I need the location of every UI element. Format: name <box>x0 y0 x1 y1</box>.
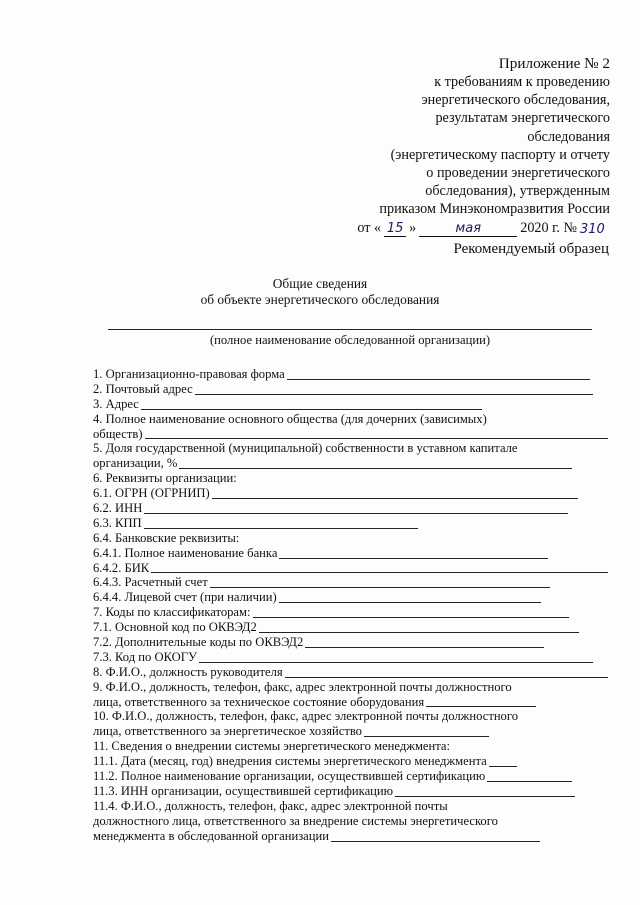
appendix-header <box>330 55 610 237</box>
form-row-label: 6.4.2. БИК <box>93 560 150 575</box>
appendix-title: Приложение № 2 <box>498 55 610 72</box>
form-row <box>93 620 613 635</box>
fill-in-line <box>285 667 608 678</box>
form-row-label: 6.4.1. Полное наименование банка <box>93 545 278 560</box>
form-row <box>93 486 613 501</box>
form-row-label: 6.4.4. Лицевой счет (при наличии) <box>93 590 277 605</box>
form-row <box>93 635 613 650</box>
fill-in-line <box>287 369 590 380</box>
form-row-label: 11. Сведения о внедрении системы энергетического менеджмента: <box>93 739 450 754</box>
form-row-label: 7.2. Дополнительные коды по ОКВЭД2 <box>93 635 304 650</box>
fill-in-line <box>279 592 541 603</box>
fill-in-line <box>212 488 578 499</box>
recommended-sample-label: Рекомендуемый образец <box>453 241 609 257</box>
form-row-label: 10. Ф.И.О., должность, телефон, факс, адрес электронной почты должностного <box>93 709 519 724</box>
form-row-label: обществ) <box>93 426 143 441</box>
form-row <box>93 575 613 590</box>
form-row <box>93 382 613 397</box>
form-row-label: 6.2. ИНН <box>93 501 143 515</box>
form-row <box>93 724 613 739</box>
order-month: мая <box>419 221 517 237</box>
form-row <box>93 590 613 605</box>
form-row <box>93 501 613 516</box>
form-row-label: 11.1. Дата (месяц, год) внедрения системы энергетического менеджмента <box>93 754 487 769</box>
form-row <box>93 561 613 576</box>
order-year: 2020 г. № <box>520 219 577 236</box>
form-row-label: 5. Доля государственной (муниципальной) собственности в уставном капитале <box>93 441 518 456</box>
fill-in-line <box>426 696 536 707</box>
form-row-label: 7. Коды по классификаторам: <box>93 605 251 620</box>
fill-in-line <box>144 503 568 514</box>
form-row <box>93 650 613 665</box>
fill-in-line <box>395 786 575 797</box>
form-title <box>100 276 540 307</box>
form-row <box>93 769 613 784</box>
fill-in-line <box>259 622 579 633</box>
form-title-line2: об объекте энергетического обследования <box>200 291 440 307</box>
form-row <box>93 441 613 456</box>
form-row <box>93 531 613 546</box>
form-row-label: лица, ответственного за техническое состояние оборудования <box>93 694 425 709</box>
form-row <box>93 605 613 620</box>
header-line: обследования), утвержденным <box>425 183 610 200</box>
form-row-label: 2. Почтовый адрес <box>93 381 193 396</box>
order-day: 15 <box>384 221 406 237</box>
form-row-label: 11.3. ИНН организации, осуществившей сертификацию <box>93 783 394 798</box>
form-row <box>93 427 613 442</box>
form-row <box>93 516 613 531</box>
fill-in-line <box>145 428 608 439</box>
form-fields <box>93 367 613 844</box>
form-row-label: лица, ответственного за энергетическое хозяйство <box>93 724 362 739</box>
form-row-label: организации, % <box>93 456 178 471</box>
order-date-line: от « 15 » мая 2020 г. № 310 <box>357 219 610 237</box>
header-line: обследования <box>527 128 610 145</box>
header-line: (энергетическому паспорту и отчету <box>390 146 610 163</box>
form-row-label: 7.1. Основной код по ОКВЭД2 <box>93 620 257 635</box>
fill-in-line <box>210 577 550 588</box>
form-row <box>93 754 613 769</box>
form-row-label: 6.4.3. Расчетный счет <box>93 575 208 590</box>
form-row <box>93 695 613 710</box>
fill-in-line <box>489 756 517 767</box>
form-row-label: 6.1. ОГРН (ОГРНИП) <box>93 486 210 501</box>
header-line: приказом Минэкономразвития России <box>379 201 610 218</box>
form-row-label: 6.4. Банковские реквизиты: <box>93 530 240 545</box>
fill-in-line <box>364 726 489 737</box>
form-row <box>93 546 613 561</box>
form-row-label: 3. Адрес <box>93 396 139 411</box>
fill-in-line <box>151 562 608 573</box>
form-row <box>93 456 613 471</box>
form-row <box>93 397 613 412</box>
form-row <box>93 471 613 486</box>
header-line: к требованиям к проведению <box>434 74 610 90</box>
fill-in-line <box>279 548 548 559</box>
form-row-label: 8. Ф.И.О., должность руководителя <box>93 664 283 679</box>
form-row-label: менеджмента в обследованной организации <box>93 828 329 843</box>
fill-in-line <box>487 771 572 782</box>
form-row-label: должностного лица, ответственного за внедрение системы энергетического <box>93 813 498 828</box>
order-number: 310 <box>580 221 605 237</box>
form-row <box>93 709 613 724</box>
fill-in-line <box>195 384 593 395</box>
fill-in-line <box>141 399 482 410</box>
form-row <box>93 665 613 680</box>
fill-in-line <box>179 458 572 469</box>
form-row <box>93 412 613 427</box>
form-title-line1: Общие сведения <box>272 276 368 291</box>
form-row-label: 7.3. Код по ОКОГУ <box>93 649 197 664</box>
form-row <box>93 680 613 695</box>
form-row <box>93 814 613 829</box>
form-row <box>93 784 613 799</box>
form-row-label: 9. Ф.И.О., должность, телефон, факс, адрес электронной почты должностного <box>93 679 512 694</box>
form-row <box>93 829 613 844</box>
form-row-label: 1. Организационно-правовая форма <box>93 366 285 381</box>
fill-in-line <box>199 652 593 663</box>
fill-in-line <box>331 831 540 842</box>
fill-in-line <box>253 607 569 618</box>
organization-name-field <box>108 329 592 330</box>
form-row <box>93 799 613 814</box>
fill-in-line <box>144 518 418 529</box>
form-row-label: 11.4. Ф.И.О., должность, телефон, факс, адрес электронной почты <box>93 798 448 813</box>
header-line: результатам энергетического <box>435 110 610 127</box>
fill-in-line <box>305 637 544 648</box>
form-row-label: 11.2. Полное наименование организации, осуществившей сертификацию <box>93 769 486 784</box>
header-line: энергетического обследования, <box>421 92 610 109</box>
form-row-label: 6.3. КПП <box>93 515 142 530</box>
header-line: о проведении энергетического <box>426 165 610 182</box>
organization-name-caption: (полное наименование обследованной организации) <box>209 333 491 347</box>
form-row-label: 4. Полное наименование основного общества (для дочерних (зависимых) <box>93 411 487 426</box>
form-row-label: 6. Реквизиты организации: <box>93 471 237 486</box>
form-row <box>93 739 613 754</box>
form-row <box>93 367 613 382</box>
